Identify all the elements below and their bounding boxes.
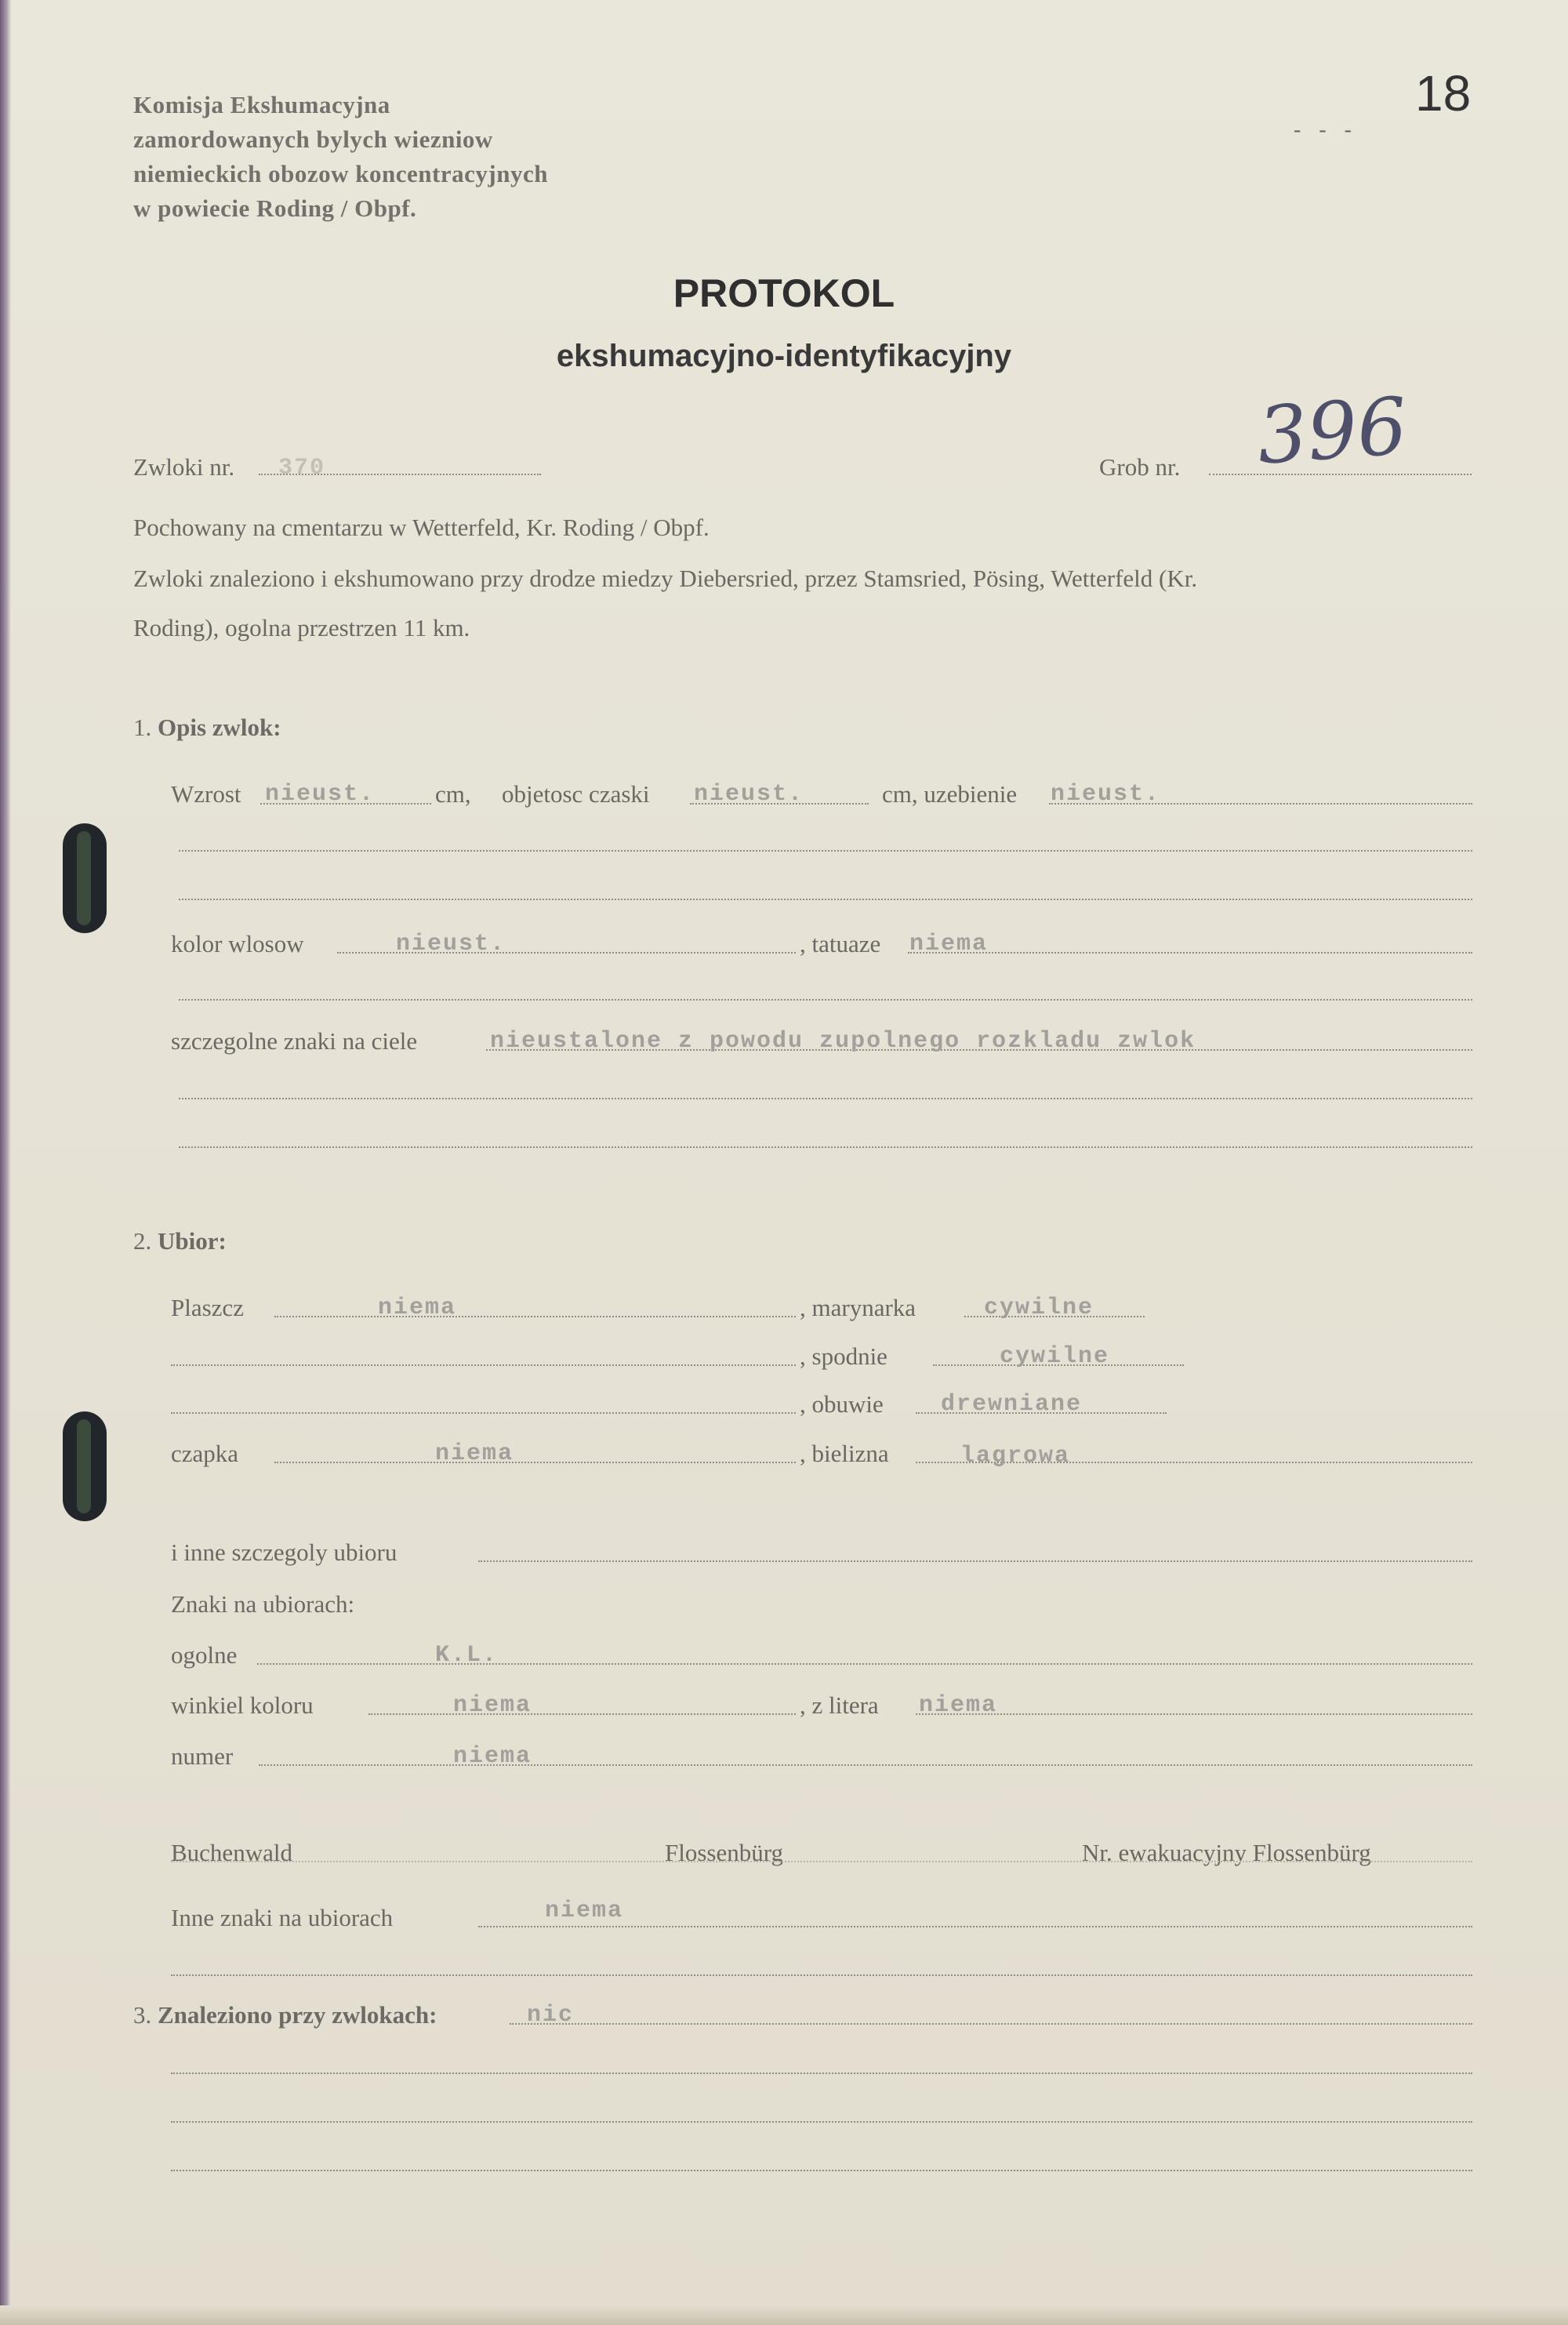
other-details-line <box>478 1560 1472 1562</box>
number-label: numer <box>171 1742 234 1770</box>
number-line <box>259 1764 1472 1766</box>
section-2-number: 2. <box>133 1227 152 1255</box>
section-3-title: Znaleziono przy zwlokach: <box>158 2001 437 2029</box>
burial-text: Pochowany na cmentarzu w Wetterfeld, Kr. Roding / Obpf. <box>133 514 710 541</box>
grave-number-handwritten: 396 <box>1254 380 1410 482</box>
found-text-line-2: Roding), ogolna przestrzen 11 km. <box>133 614 470 641</box>
document-subtitle: ekshumacyjno-identyfikacyjny <box>556 339 1012 373</box>
blank-line-4 <box>179 1098 1472 1099</box>
other-marks-value: niema <box>545 1898 624 1924</box>
cm-label-2: cm, uzebienie <box>882 780 1018 808</box>
section-1-number: 1. <box>133 714 152 741</box>
other-marks-line <box>478 1926 1472 1927</box>
blank-line-10 <box>171 2121 1472 2123</box>
section-2-title: Ubior: <box>158 1227 227 1255</box>
general-value: K.L. <box>435 1642 499 1669</box>
section-3-number: 3. <box>133 2001 152 2029</box>
blank-line-2 <box>179 899 1472 900</box>
evacuation-number-label: Nr. ewakuacyjny Flossenbürg <box>1082 1839 1371 1866</box>
corpse-number-label: Zwloki nr. <box>133 453 235 481</box>
letter-line <box>916 1713 1472 1715</box>
header-line-1: Komisja Ekshumacyjna <box>133 91 390 118</box>
camp-line <box>171 1861 1472 1862</box>
page-edge-bottom <box>0 2305 1568 2325</box>
blank-line-6 <box>171 1364 796 1366</box>
teeth-value: nieust. <box>1051 781 1161 808</box>
cap-label: czapka <box>171 1440 239 1467</box>
blank-line-7 <box>171 1412 796 1414</box>
blank-line-5 <box>179 1146 1472 1148</box>
body-marks-value: nieustalone z powodu zupolnego rozkladu zwlok <box>490 1028 1196 1055</box>
letter-value: niema <box>919 1692 998 1719</box>
coat-line <box>274 1316 796 1317</box>
hair-value: nieust. <box>396 931 506 957</box>
blank-line-8 <box>171 1974 1472 1976</box>
found-items-line <box>510 2023 1472 2025</box>
underwear-label: , bielizna <box>800 1440 889 1467</box>
corpse-number-line <box>259 474 541 475</box>
section-1-title: Opis zwlok: <box>158 714 281 741</box>
jacket-label: , marynarka <box>800 1294 916 1321</box>
cap-line <box>274 1462 796 1463</box>
blank-line-1 <box>179 850 1472 852</box>
cap-value: niema <box>435 1440 514 1467</box>
found-text-line-1: Zwloki znaleziono i ekshumowano przy drodze miedzy Diebersried, przez Stamsried, Pösing, Wetterfeld (Kr. <box>133 565 1198 592</box>
trousers-value: cywilne <box>1000 1343 1110 1370</box>
header-line-4: w powiecie Roding / Obpf. <box>133 194 417 222</box>
blank-line-11 <box>171 2170 1472 2171</box>
coat-value: niema <box>378 1295 457 1321</box>
binder-hole-top <box>63 823 107 933</box>
corpse-number-value: 370 <box>278 455 326 481</box>
cm-label-1: cm, <box>435 780 471 808</box>
grave-number-label: Grob nr. <box>1099 453 1181 481</box>
number-value: niema <box>453 1743 532 1770</box>
section-3-heading <box>133 2001 437 2029</box>
section-2-heading <box>133 1227 227 1255</box>
blank-line-3 <box>179 999 1472 1001</box>
winkel-value: niema <box>453 1692 532 1719</box>
blank-line-9 <box>171 2073 1472 2074</box>
skull-label: objetosc czaski <box>502 780 650 808</box>
coat-label: Plaszcz <box>171 1294 244 1321</box>
found-items-value: nic <box>527 2002 575 2029</box>
trousers-label: , spodnie <box>800 1342 887 1370</box>
header-line-2: zamordowanych bylych wiezniow <box>133 125 493 153</box>
underwear-value: lagrowa <box>960 1443 1071 1469</box>
hair-label: kolor wlosow <box>171 930 304 957</box>
other-marks-label: Inne znaki na ubiorach <box>171 1904 394 1931</box>
commission-header <box>133 88 548 226</box>
page-number: 18 <box>1415 65 1472 122</box>
letter-label: , z litera <box>800 1691 879 1719</box>
general-label: ogolne <box>171 1641 238 1669</box>
shoes-label: , obuwie <box>800 1390 884 1418</box>
skull-value: nieust. <box>694 781 804 808</box>
winkel-label: winkiel koloru <box>171 1691 314 1719</box>
tattoo-line <box>908 952 1472 954</box>
marks-on-clothes-label: Znaki na ubiorach: <box>171 1590 355 1618</box>
shoes-value: drewniane <box>941 1391 1083 1418</box>
corner-marks: - - - <box>1294 118 1358 142</box>
document-title: PROTOKOL <box>673 271 895 315</box>
binder-hole-bottom <box>63 1411 107 1521</box>
other-details-label: i inne szczegoly ubioru <box>171 1538 397 1566</box>
winkel-line <box>368 1713 796 1715</box>
body-marks-label: szczegolne znaki na ciele <box>171 1027 418 1055</box>
section-1-heading <box>133 714 281 742</box>
tattoo-label: , tatuaze <box>800 930 881 957</box>
camp-flossenburg: Flossenbürg <box>665 1839 784 1866</box>
header-line-3: niemieckich obozow koncentracyjnych <box>133 160 548 187</box>
jacket-value: cywilne <box>984 1295 1094 1321</box>
height-label: Wzrost <box>171 780 241 808</box>
tattoo-value: niema <box>909 931 989 957</box>
camp-buchenwald: Buchenwald <box>171 1839 292 1866</box>
height-value: nieust. <box>265 781 376 808</box>
